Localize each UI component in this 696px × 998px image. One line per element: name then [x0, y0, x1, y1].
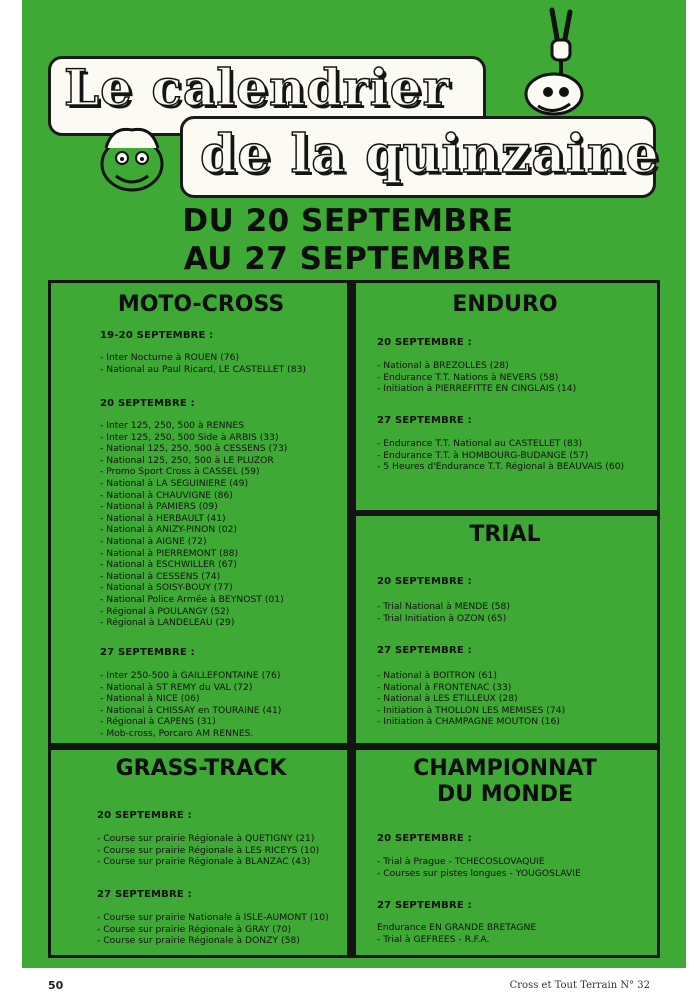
list-item: - Course sur prairie Régionale à GRAY (70) [97, 923, 292, 935]
list-item: - National Police Armée à BEYNOST (01) [100, 593, 284, 605]
motocross-date-2: 20 SEPTEMBRE : [100, 398, 195, 409]
enduro-date-1: 20 SEPTEMBRE : [377, 337, 472, 348]
motocross-list-1 [100, 352, 306, 375]
grasstrack-list-2 [97, 912, 329, 947]
list-item: - Inter 250-500 à GAILLEFONTAINE (76) [100, 670, 281, 681]
list-item: - Endurance T.T. National au CASTELLET (83) [377, 438, 583, 449]
list-item: Endurance EN GRANDE BRETAGNE [377, 922, 537, 933]
list-item: - National à AIGNE (72) [100, 535, 207, 547]
list-item: - Course sur prairie Nationale à ISLE-AUMONT (10) [97, 912, 329, 923]
title-line-2: de la quinzaine [200, 124, 660, 185]
motocross-list-3 [100, 670, 281, 740]
list-item: - National à HERBAULT (41) [100, 512, 226, 524]
section-title-grasstrack: GRASS-TRACK [115, 756, 287, 781]
list-item: - Endurance T.T. Nations à NEVERS (58) [377, 371, 559, 383]
list-item: - Trial à Prague - TCHECOSLOVAQUIE [377, 856, 545, 867]
list-item: - National à BREZOLLES (28) [377, 360, 509, 371]
mascot-icon [92, 118, 172, 198]
list-item: - Endurance T.T. à HOMBOURG-BUDANGE (57) [377, 449, 589, 461]
list-item: - 5 Heures d'Endurance T.T. Régional à BEAUVAIS (60) [377, 461, 625, 473]
list-item: - National à CHISSAY en TOURAINE (41) [100, 704, 282, 716]
list-item: - National à LES ETILLEUX (28) [377, 693, 518, 705]
list-item: - Trial National à MENDE (58) [377, 601, 510, 612]
grid-divider-enduro-trial [351, 510, 657, 516]
enduro-list-2 [377, 438, 624, 473]
motocross-list-2 [100, 420, 287, 629]
page-margin-right [686, 0, 696, 998]
title-line-1: Le calendrier [64, 58, 450, 117]
list-item: - National à PIERREMONT (88) [100, 547, 239, 559]
list-item: - National à NICE (06) [100, 693, 200, 705]
championnat-title-line-1: CHAMPIONNAT [413, 756, 597, 781]
list-item: - Inter Nocturne à ROUEN (76) [100, 352, 240, 363]
list-item: - Mob-cross, Porcaro AM RENNES. [100, 727, 254, 739]
grid-divider-horizontal [48, 743, 657, 750]
list-item: - National à LA SEGUINIERE (49) [100, 477, 249, 489]
trial-list-1 [377, 601, 510, 624]
list-item: - Régional à LANDELEAU (29) [100, 617, 235, 629]
championnat-title-line-2: DU MONDE [436, 782, 574, 807]
list-item: - National à ST REMY du VAL (72) [100, 681, 253, 693]
list-item: - Course sur prairie Régionale à LES RICEYS (10) [97, 844, 320, 856]
motocross-date-1: 19-20 SEPTEMBRE : [100, 330, 214, 341]
list-item: - National à SOISY-BOUY (77) [100, 582, 233, 594]
section-title-trial: TRIAL [469, 522, 541, 547]
grasstrack-date-2: 27 SEPTEMBRE : [97, 889, 192, 900]
enduro-list-1 [377, 360, 576, 395]
list-item: - National à PAMIERS (09) [100, 501, 218, 513]
page-margin-left [0, 0, 22, 998]
grasstrack-date-1: 20 SEPTEMBRE : [97, 810, 192, 821]
list-item: - National à ESCHWILLER (67) [100, 559, 237, 571]
date-range-line-2: AU 27 SEPTEMBRE [183, 241, 513, 277]
list-item: - National à CHAUVIGNE (86) [100, 489, 233, 501]
section-title-championnat [356, 756, 654, 808]
list-item: - Promo Sport Cross à CASSEL (59) [100, 466, 260, 478]
trial-list-2 [377, 670, 565, 728]
trial-date-1: 20 SEPTEMBRE : [377, 576, 472, 587]
section-title-motocross: MOTO-CROSS [117, 292, 285, 317]
list-item: - Inter 125, 250, 500 à RENNES [100, 420, 245, 431]
list-item: - Trial à GEFREES - R.F.A. [377, 933, 490, 945]
list-item: - National à BOITRON (61) [377, 670, 497, 681]
list-item: - National 125, 250, 500 à LE PLUZOR [100, 454, 274, 466]
grid-divider-vertical [347, 280, 356, 958]
championnat-date-2: 27 SEPTEMBRE : [377, 900, 472, 911]
trial-date-2: 27 SEPTEMBRE : [377, 645, 472, 656]
championnat-list-1 [377, 856, 581, 879]
championnat-list-2 [377, 922, 536, 945]
list-item: - Course sur prairie Régionale à BLANZAC (43) [97, 856, 311, 868]
enduro-date-2: 27 SEPTEMBRE : [377, 415, 472, 426]
peace-hand-icon [508, 6, 608, 124]
list-item: - National à CESSENS (74) [100, 570, 221, 582]
list-item: - Course sur prairie Régionale à QUETIGNY (21) [97, 833, 315, 844]
page-number: 50 [48, 979, 64, 992]
list-item: - National à FRONTENAC (33) [377, 681, 512, 693]
list-item: - National à ANIZY-PINON (02) [100, 524, 237, 536]
publication-name: Cross et Tout Terrain N° 32 [509, 980, 650, 991]
list-item: - Course sur prairie Régionale à DONZY (58) [97, 935, 300, 947]
list-item: - National au Paul Ricard, LE CASTELLET (83) [100, 363, 307, 375]
list-item: - Régional à POULANGY (52) [100, 605, 230, 617]
grasstrack-list-1 [97, 833, 319, 868]
list-item: - Régional à CAPENS (31) [100, 716, 216, 728]
section-title-enduro: ENDURO [452, 292, 558, 317]
list-item: - Courses sur pistes longues - YOUGOSLAVIE [377, 867, 581, 879]
list-item: - Initiation à THOLLON LES MEMISES (74) [377, 704, 566, 716]
motocross-date-3: 27 SEPTEMBRE : [100, 647, 195, 658]
list-item: - Initiation à PIERREFITTE EN CINGLAIS (14) [377, 383, 577, 395]
list-item: - Inter 125, 250, 500 Side à ARBIS (33) [100, 431, 279, 443]
date-range-line-1: DU 20 SEPTEMBRE [182, 203, 514, 239]
list-item: - Initiation à CHAMPAGNE MOUTON (16) [377, 716, 560, 728]
list-item: - Trial Initiation à OZON (65) [377, 612, 507, 624]
championnat-date-1: 20 SEPTEMBRE : [377, 833, 472, 844]
list-item: - National 125, 250, 500 à CESSENS (73) [100, 443, 288, 455]
